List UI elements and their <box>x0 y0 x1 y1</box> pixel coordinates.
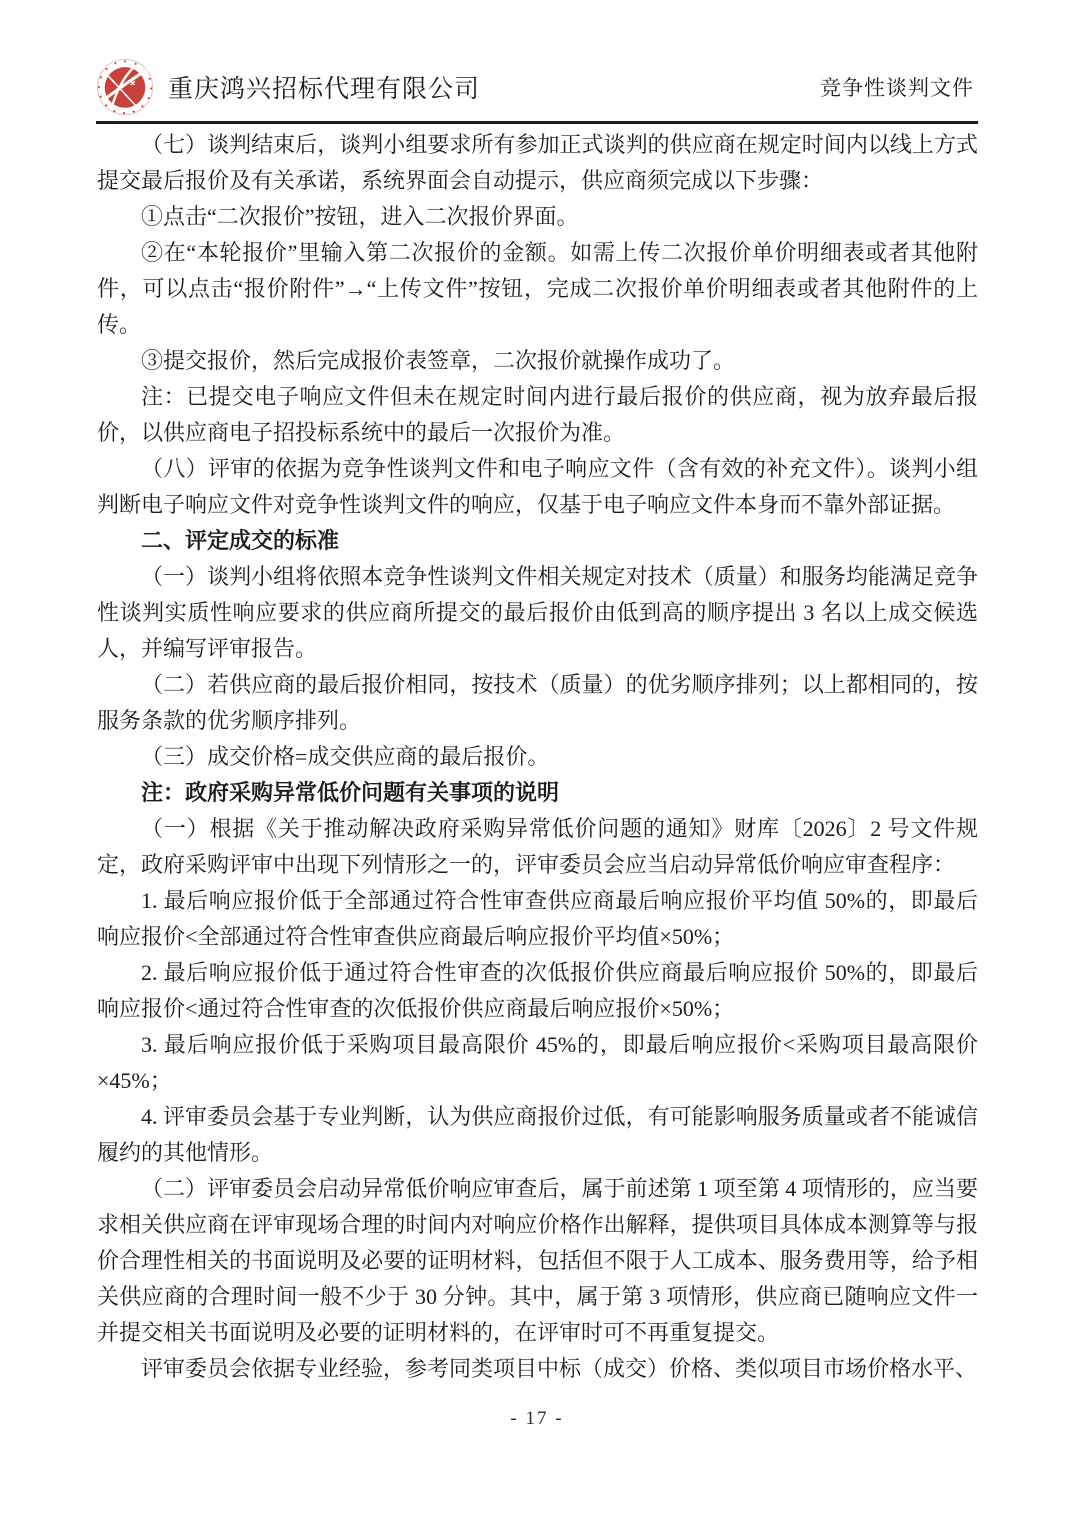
paragraph-low-price-case-3: 3. 最后响应报价低于采购项目最高限价 45%的，即最后响应报价<采购项目最高限价×45%； <box>97 1032 978 1093</box>
paragraph-step-3: ③提交报价，然后完成报价表签章，二次报价就操作成功了。 <box>141 348 736 373</box>
paragraph-low-price-review-process: （二）评审委员会启动异常低价响应审查后，属于前述第 1 项至第 4 项情形的，应当要求相关供应商在评审现场合理的时间内对响应价格作出解释，提供项目具体成本测算等与报价合理性相关的书面说明及必要的证明材料，包括但不限于人工成本、服务费用等，给予相关供应商的合理时间一般不少于 30 分钟。其中，属于第 3 项情形，供应商已随响应文件一并提交相关书面说明及必要的证明材料的，在评审时可不再重复提交。 <box>97 1176 978 1345</box>
page-number: - 17 - <box>510 1408 564 1429</box>
heading-abnormal-low-price-note: 注：政府采购异常低价问题有关事项的说明 <box>141 780 560 805</box>
paragraph-final-quote-procedure: （七）谈判结束后，谈判小组要求所有参加正式谈判的供应商在规定时间内以线上方式提交最后报价及有关承诺，系统界面会自动提示，供应商须完成以下步骤： <box>97 132 978 193</box>
paragraph-committee-judgement: 评审委员会依据专业经验，参考同类项目中标（成交）价格、类似项目市场价格水平、 <box>141 1356 978 1381</box>
hongxing-emblem-icon <box>96 58 154 116</box>
paragraph-low-price-case-4: 4. 评审委员会基于专业判断，认为供应商报价过低，有可能影响服务质量或者不能诚信履约的其他情形。 <box>97 1104 978 1165</box>
heading-award-criteria: 二、评定成交的标准 <box>141 528 340 553</box>
doc-type-label: 竞争性谈判文件 <box>820 76 974 100</box>
paragraph-review-basis: （八）评审的依据为竞争性谈判文件和电子响应文件（含有效的补充文件）。谈判小组判断电子响应文件对竞争性谈判文件的响应，仅基于电子响应文件本身而不靠外部证据。 <box>97 456 978 517</box>
paragraph-low-price-case-1: 1. 最后响应报价低于全部通过符合性审查供应商最后响应报价平均值 50%的，即最后响应报价<全部通过符合性审查供应商最后响应报价平均值×50%； <box>97 888 978 949</box>
paragraph-step-1: ①点击“二次报价”按钮，进入二次报价界面。 <box>141 204 579 229</box>
paragraph-step-2: ②在“本轮报价”里输入第二次报价的金额。如需上传二次报价单价明细表或者其他附件，可以点击“报价附件”→“上传文件”按钮，完成二次报价单价明细表或者其他附件的上传。 <box>97 240 978 337</box>
paragraph-criteria-1: （一）谈判小组将依照本竞争性谈判文件相关规定对技术（质量）和服务均能满足竞争性谈判实质性响应要求的供应商所提交的最后报价由低到高的顺序提出 3 名以上成交候选人，并编写评审报告。 <box>97 564 978 661</box>
page-footer <box>0 1408 1074 1430</box>
page-header <box>96 58 978 124</box>
paragraph-criteria-2: （二）若供应商的最后报价相同，按技术（质量）的优劣顺序排列；以上都相同的，按服务条款的优劣顺序排列。 <box>97 672 978 733</box>
paragraph-low-price-case-2: 2. 最后响应报价低于通过符合性审查的次低报价供应商最后响应报价 50%的，即最后响应报价<通过符合性审查的次低报价供应商最后响应报价×50%； <box>97 960 978 1021</box>
company-name: 重庆鸿兴招标代理有限公司 <box>168 76 481 103</box>
paragraph-criteria-3: （三）成交价格=成交供应商的最后报价。 <box>141 744 550 769</box>
document-body <box>97 127 978 1387</box>
paragraph-note-forfeit: 注：已提交电子响应文件但未在规定时间内进行最后报价的供应商，视为放弃最后报价，以供应商电子招投标系统中的最后一次报价为准。 <box>97 384 978 445</box>
paragraph-low-price-basis: （一）根据《关于推动解决政府采购异常低价问题的通知》财库〔2026〕2 号文件规定，政府采购评审中出现下列情形之一的，评审委员会应当启动异常低价响应审查程序： <box>97 816 978 877</box>
